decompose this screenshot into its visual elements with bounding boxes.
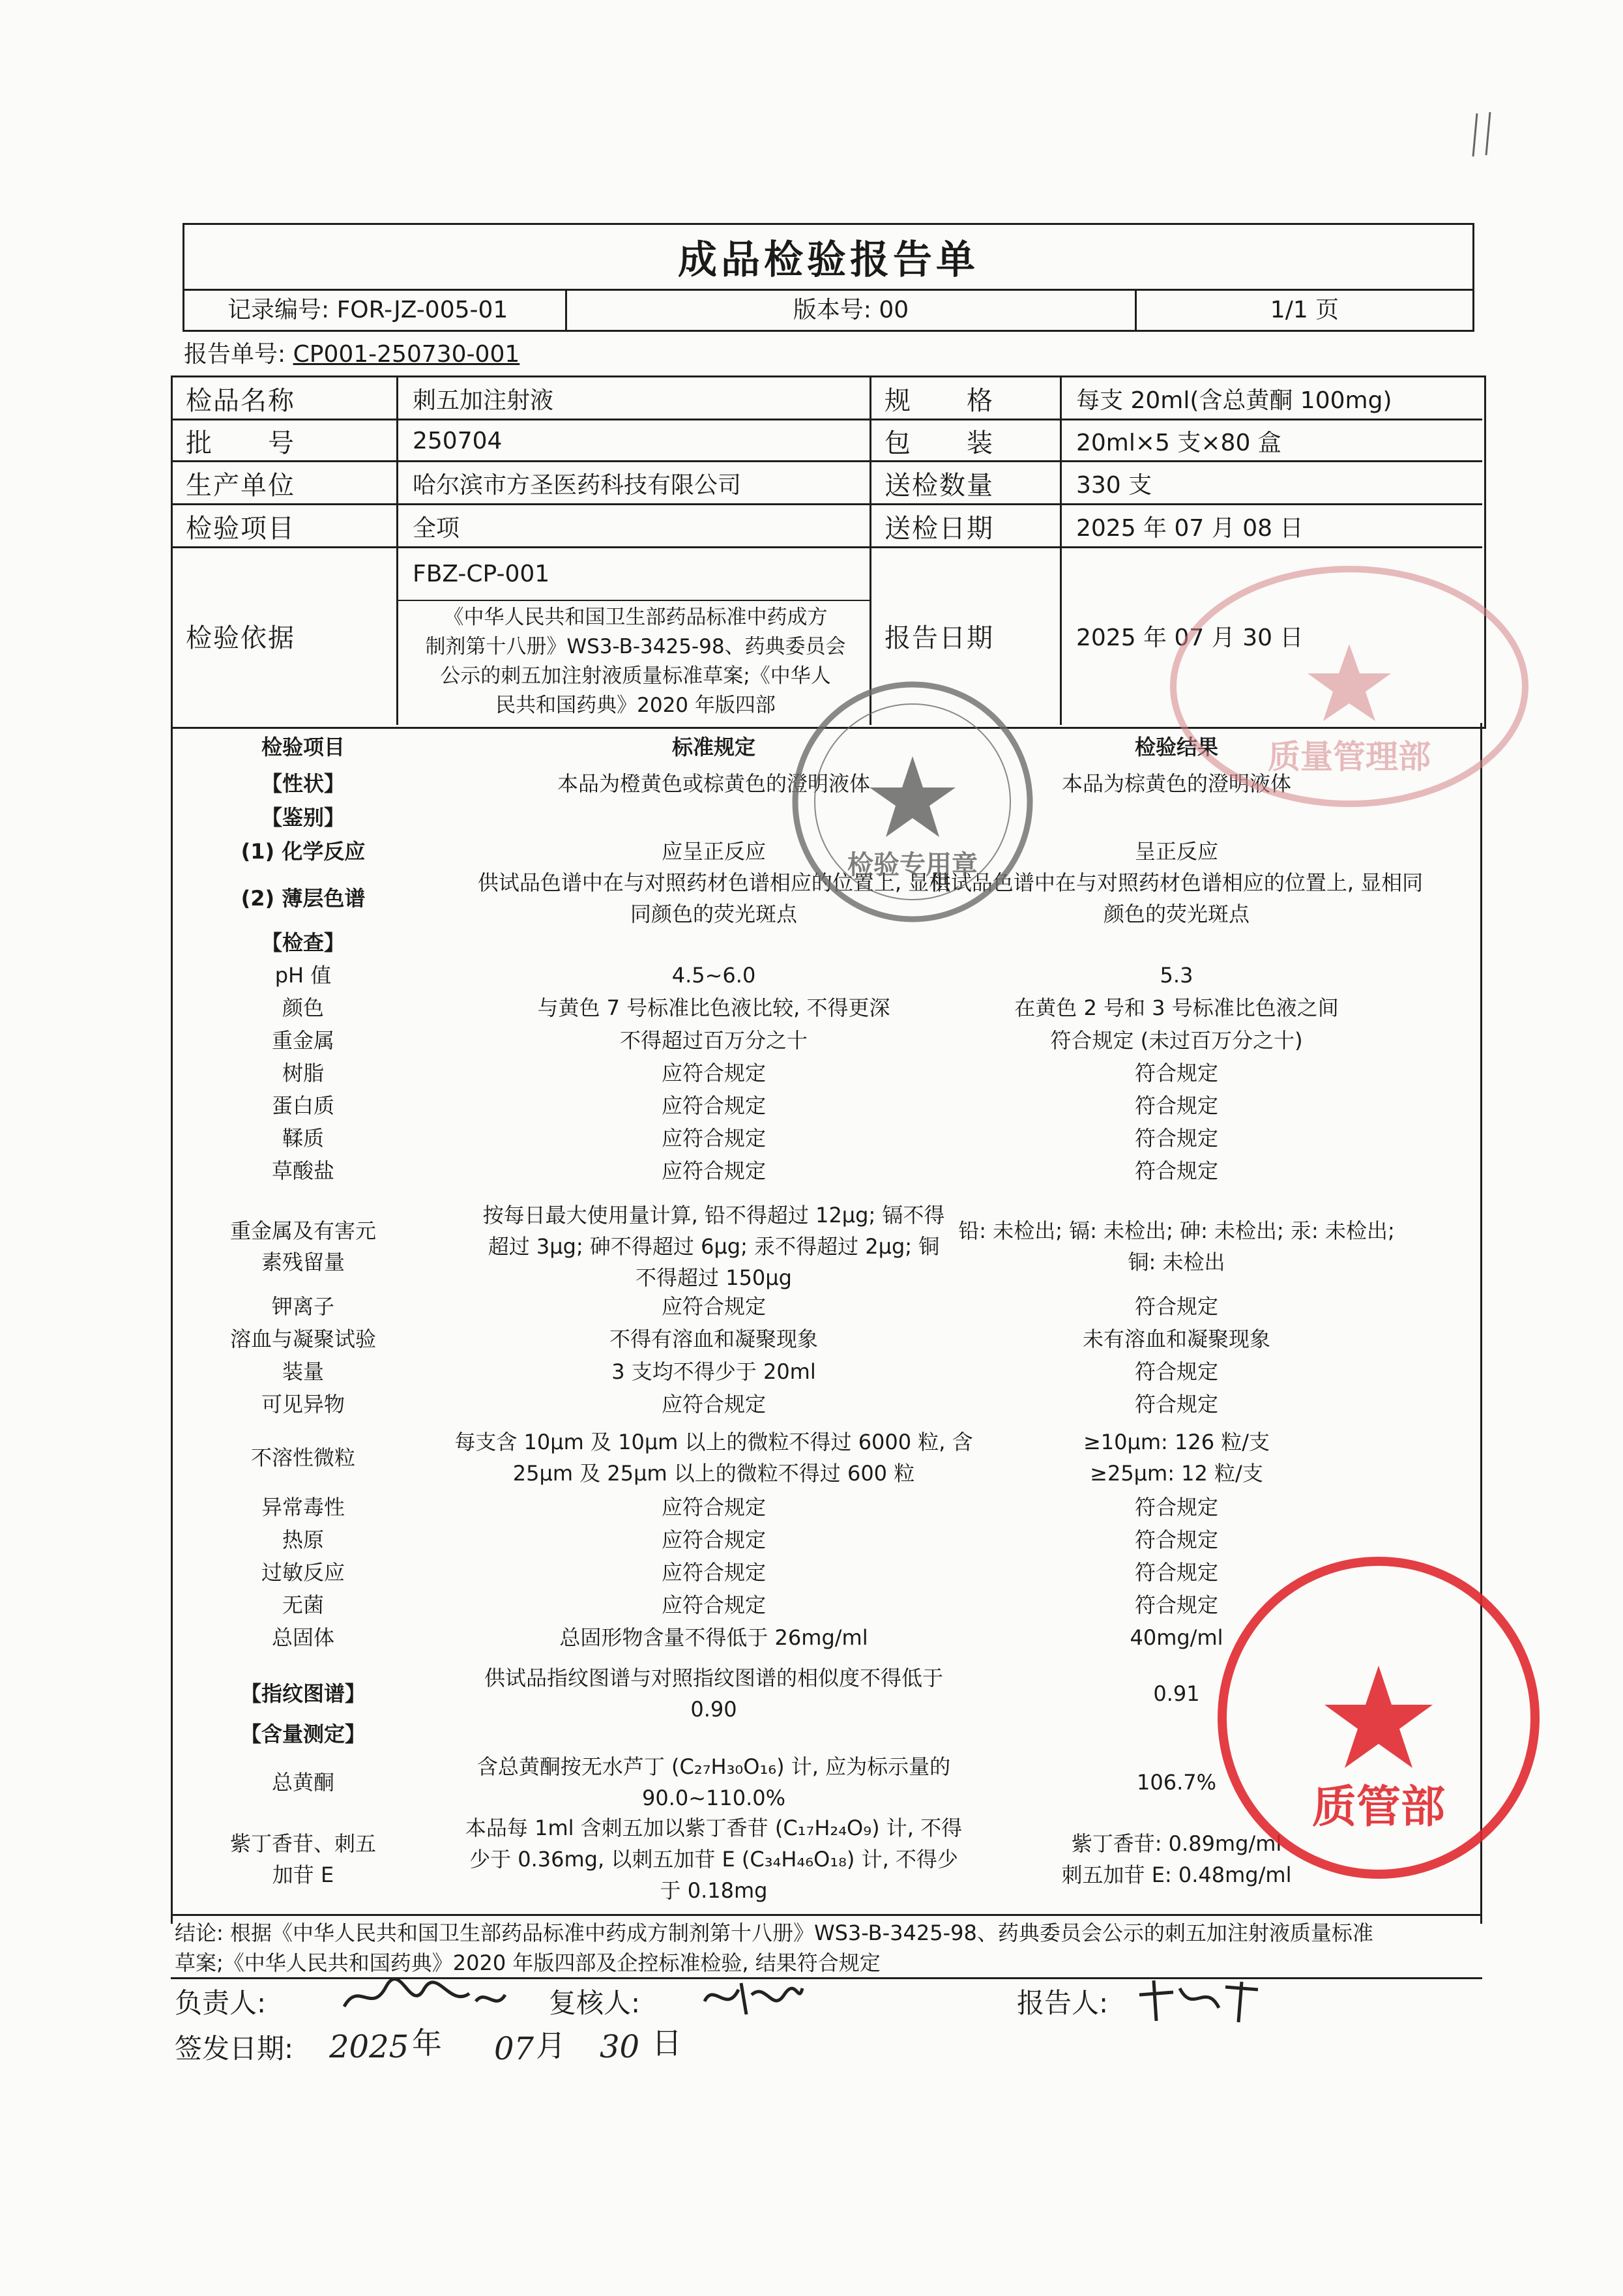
row-result <box>877 1025 1476 1056</box>
row-result <box>877 1492 1476 1523</box>
cell-line: 鞣质 <box>282 1126 324 1151</box>
cell-line: 4.5~6.0 <box>671 963 756 988</box>
product-name-label: 检品名称 <box>186 385 295 416</box>
issue-year: 2025 <box>329 2029 409 2065</box>
cell-line: pH 值 <box>274 963 332 988</box>
row-result <box>877 992 1476 1023</box>
cell-line: 符合规定 <box>1134 1294 1218 1319</box>
cell-line: 溶血与凝聚试验 <box>229 1327 376 1351</box>
header-standard: 标准规定 <box>671 735 755 759</box>
cell-line: 钾离子 <box>271 1294 334 1319</box>
row-item <box>173 802 433 833</box>
cell-line: 应符合规定 <box>661 1560 766 1585</box>
cell-line: 重金属及有害元 <box>229 1218 376 1243</box>
record-number: 记录编号: FOR-JZ-005-01 <box>227 297 508 323</box>
cell-line: (2) 薄层色谱 <box>241 886 366 911</box>
cell-line: 符合规定 (未过百万分之十) <box>1050 1028 1303 1053</box>
cell-line: 同颜色的荧光斑点 <box>630 902 797 926</box>
reporter-label: 报告人: <box>1017 1987 1109 2019</box>
cell-line: 符合规定 <box>1134 1593 1218 1617</box>
cell-line: 应符合规定 <box>661 1061 766 1085</box>
cell-line: 符合规定 <box>1134 1527 1218 1552</box>
cell-line: 紫丁香苷: 0.89mg/ml <box>1071 1831 1282 1856</box>
cell-line: 应符合规定 <box>661 1527 766 1552</box>
cell-line: 紫丁香苷、刺五 <box>229 1831 376 1856</box>
version-number: 版本号: 00 <box>793 297 909 323</box>
cell-line: 热原 <box>282 1527 324 1552</box>
product-name: 刺五加注射液 <box>413 387 554 414</box>
cell-line: (1) 化学反应 <box>241 839 366 864</box>
cell-line: 超过 3μg; 砷不得超过 6μg; 汞不得超过 2μg; 铜 <box>488 1234 940 1259</box>
responsible-label: 负责人: <box>175 1987 267 2019</box>
cell-line: 【指纹图谱】 <box>240 1681 366 1706</box>
manufacturer: 哈尔滨市方圣医药科技有限公司 <box>413 471 742 499</box>
basis-line: 民共和国药典》2020 年版四部 <box>495 694 776 717</box>
cell-line: 40mg/ml <box>1130 1625 1223 1650</box>
cell-line: 按每日最大使用量计算, 铅不得超过 12μg; 镉不得 <box>482 1203 945 1228</box>
cell-line: 装量 <box>282 1359 324 1384</box>
batch-label: 批 号 <box>186 428 295 458</box>
version-cell <box>565 289 1137 332</box>
page-number-cell <box>1135 289 1474 332</box>
cell-line: 呈正反应 <box>1134 839 1218 864</box>
cell-line: 应符合规定 <box>661 1392 766 1417</box>
cell-line: 符合规定 <box>1134 1093 1218 1118</box>
month-unit: 月 <box>536 2028 566 2063</box>
cell-line: 应符合规定 <box>661 1126 766 1151</box>
cell-line: 颜色的荧光斑点 <box>1103 902 1250 926</box>
header-result: 检验结果 <box>1134 735 1218 759</box>
cell-line: 应符合规定 <box>661 1294 766 1319</box>
day-unit: 日 <box>652 2025 682 2061</box>
cell-line: 总固形物含量不得低于 26mg/ml <box>559 1625 868 1650</box>
cell-line: 素残留量 <box>261 1250 345 1274</box>
cell-line: 本品每 1ml 含刺五加以紫丁香苷 (C₁₇H₂₄O₉) 计, 不得 <box>465 1816 963 1840</box>
issue-month: 07 <box>494 2031 534 2067</box>
inspection-item: 全项 <box>413 514 460 542</box>
cell-line: 应符合规定 <box>661 1158 766 1183</box>
cell-line: 3 支均不得少于 20ml <box>611 1359 816 1384</box>
cell-line: 0.91 <box>1153 1681 1200 1706</box>
row-item <box>173 927 433 958</box>
basis-line: 制剂第十八册》WS3-B-3425-98、药典委员会 <box>425 635 846 658</box>
cell-line: 每支含 10μm 及 10μm 以上的微粒不得过 6000 粒, 含 <box>454 1430 973 1454</box>
spec-label: 规 格 <box>885 385 994 416</box>
cell-line: 总固体 <box>271 1625 334 1650</box>
divider <box>396 600 871 601</box>
row-result <box>877 1524 1476 1555</box>
year-unit: 年 <box>412 2025 442 2061</box>
row-result <box>877 960 1476 991</box>
inspection-item-label: 检验项目 <box>186 513 295 544</box>
cell-line: 草酸盐 <box>271 1158 334 1183</box>
cell-line: 未有溶血和凝聚现象 <box>1082 1327 1270 1351</box>
reviewer-signature <box>701 1975 805 2021</box>
row-result <box>877 1356 1476 1387</box>
cell-line: 符合规定 <box>1134 1158 1218 1183</box>
cell-line: 符合规定 <box>1134 1359 1218 1384</box>
basis-line: 《中华人民共和国卫生部药品标准中药成方 <box>443 606 828 629</box>
cell-line: 106.7% <box>1136 1770 1216 1795</box>
cell-line: 符合规定 <box>1134 1392 1218 1417</box>
cell-line: 过敏反应 <box>261 1560 345 1585</box>
cell-line: 树脂 <box>282 1061 324 1085</box>
basis-label: 检验依据 <box>186 623 295 653</box>
inspection-seal <box>789 678 1036 926</box>
margin-mark <box>1468 110 1500 164</box>
report-number-line <box>184 339 519 370</box>
cell-line: 【性状】 <box>261 771 345 796</box>
cell-line: 本品为橙黄色或棕黄色的澄明液体 <box>557 771 870 796</box>
cell-line: 符合规定 <box>1134 1126 1218 1151</box>
issue-day: 30 <box>600 2029 640 2065</box>
svg-text:质管部: 质管部 <box>1311 1782 1446 1833</box>
page-title: 成品检验报告单 <box>678 237 979 283</box>
cell-line: 90.0~110.0% <box>641 1786 786 1810</box>
cell-line: 应符合规定 <box>661 1593 766 1617</box>
batch-number: 250704 <box>413 427 503 454</box>
report-date-label: 报告日期 <box>885 623 994 653</box>
report-number: CP001-250730-001 <box>293 341 520 368</box>
cell-line: 异常毒性 <box>261 1495 345 1520</box>
package-label: 包 装 <box>885 428 994 458</box>
county-seal <box>1167 559 1532 814</box>
cell-line: 25μm 及 25μm 以上的微粒不得过 600 粒 <box>512 1461 915 1486</box>
row-result <box>877 1057 1476 1089</box>
send-date: 2025 年 07 月 08 日 <box>1076 514 1304 542</box>
record-no-cell <box>183 289 567 332</box>
reviewer-label: 复核人: <box>549 1987 641 2019</box>
row-result <box>877 1426 1476 1489</box>
cell-line: 于 0.18mg <box>660 1878 768 1903</box>
cell-line: 铜: 未检出 <box>1128 1250 1225 1274</box>
basis-code: FBZ-CP-001 <box>413 560 550 587</box>
cell-line: ≥25μm: 12 粒/支 <box>1090 1461 1263 1486</box>
send-date-label: 送检日期 <box>885 513 994 544</box>
title-box <box>183 223 1474 291</box>
cell-line: 供试品色谱中在与对照药材色谱相应的位置上, 显相同 <box>929 870 1424 895</box>
cell-line: 蛋白质 <box>271 1093 334 1118</box>
cell-line: 符合规定 <box>1134 1495 1218 1520</box>
cell-line: 加苷 E <box>272 1862 334 1887</box>
cell-line: 少于 0.36mg, 以刺五加苷 E (C₃₄H₄₆O₁₈) 计, 不得少 <box>469 1847 958 1872</box>
cell-line: 不溶性微粒 <box>250 1445 355 1470</box>
row-result <box>877 1291 1476 1322</box>
conclusion-line: 草案;《中华人民共和国药典》2020 年版四部及企控标准检验, 结果符合规定 <box>175 1950 881 1975</box>
manufacturer-label: 生产单位 <box>186 470 295 501</box>
cell-line: 可见异物 <box>261 1392 345 1417</box>
report-date: 2025 年 07 月 30 日 <box>1076 624 1304 651</box>
cell-line: 【鉴别】 <box>261 805 345 830</box>
spec-value: 每支 20ml(含总黄酮 100mg) <box>1076 387 1392 414</box>
cell-line: 符合规定 <box>1134 1560 1218 1585</box>
cell-line: 5.3 <box>1160 963 1193 988</box>
cell-line: 不得有溶血和凝聚现象 <box>609 1327 818 1351</box>
row-result <box>877 1389 1476 1420</box>
issue-date-label: 签发日期: <box>175 2033 294 2065</box>
cell-line: 与黄色 7 号标准比色液比较, 不得更深 <box>537 995 890 1020</box>
cell-line: 重金属 <box>271 1028 334 1053</box>
row-result <box>877 1090 1476 1121</box>
row-result <box>877 1215 1476 1278</box>
cell-line: 无菌 <box>282 1593 324 1617</box>
row-result <box>877 1323 1476 1355</box>
reporter-signature <box>1134 1975 1265 2027</box>
quantity-label: 送检数量 <box>885 470 994 501</box>
cell-line: 总黄酮 <box>271 1770 334 1795</box>
cell-line: 含总黄酮按无水芦丁 (C₂₇H₃₀O₁₆) 计, 应为标示量的 <box>476 1754 951 1779</box>
report-number-label: 报告单号: <box>184 341 286 368</box>
cell-line: 铅: 未检出; 镉: 未检出; 砷: 未检出; 汞: 未检出; <box>958 1218 1395 1243</box>
cell-line: 0.90 <box>690 1697 737 1722</box>
cell-line: 刺五加苷 E: 0.48mg/ml <box>1061 1862 1292 1887</box>
cell-line: 应符合规定 <box>661 1093 766 1118</box>
responsible-signature <box>339 1975 508 2021</box>
cell-line: 【检查】 <box>261 930 345 955</box>
company-seal <box>1212 1552 1545 1884</box>
row-item <box>173 1718 433 1750</box>
cell-line: 在黄色 2 号和 3 号标准比色液之间 <box>1014 995 1339 1020</box>
basis-line: 公示的刺五加注射液质量标准草案;《中华人 <box>440 664 831 688</box>
header-item: 检验项目 <box>261 735 345 759</box>
divider <box>171 1914 1482 1916</box>
svg-text:检验专用章: 检验专用章 <box>847 850 978 880</box>
cell-line: ≥10μm: 126 粒/支 <box>1083 1430 1270 1454</box>
quantity-value: 330 支 <box>1076 471 1152 499</box>
cell-line: 本品为棕黄色的澄明液体 <box>1061 771 1291 796</box>
row-result <box>877 1155 1476 1186</box>
page-number: 1/1 页 <box>1270 297 1339 323</box>
cell-line: 不得超过百万分之十 <box>619 1028 808 1053</box>
cell-line: 颜色 <box>282 995 324 1020</box>
cell-line: 应符合规定 <box>661 1495 766 1520</box>
cell-line: 供试品指纹图谱与对照指纹图谱的相似度不得低于 <box>484 1666 943 1690</box>
row-result <box>877 1123 1476 1154</box>
cell-line: 【含量测定】 <box>240 1722 366 1746</box>
conclusion-line: 结论: 根据《中华人民共和国卫生部药品标准中药成方制剂第十八册》WS3-B-3425-98、药典委员会公示的刺五加注射液质量标准 <box>175 1921 1373 1945</box>
conclusion <box>175 1918 1478 1978</box>
package-value: 20ml×5 支×80 盒 <box>1076 429 1281 456</box>
cell-line: 符合规定 <box>1134 1061 1218 1085</box>
cell-line: 供试品色谱中在与对照药材色谱相应的位置上, 显相 <box>477 870 950 895</box>
cell-line: 应呈正反应 <box>661 839 766 864</box>
cell-line: 不得超过 150μg <box>636 1265 792 1290</box>
svg-text:质量管理部: 质量管理部 <box>1268 738 1431 776</box>
